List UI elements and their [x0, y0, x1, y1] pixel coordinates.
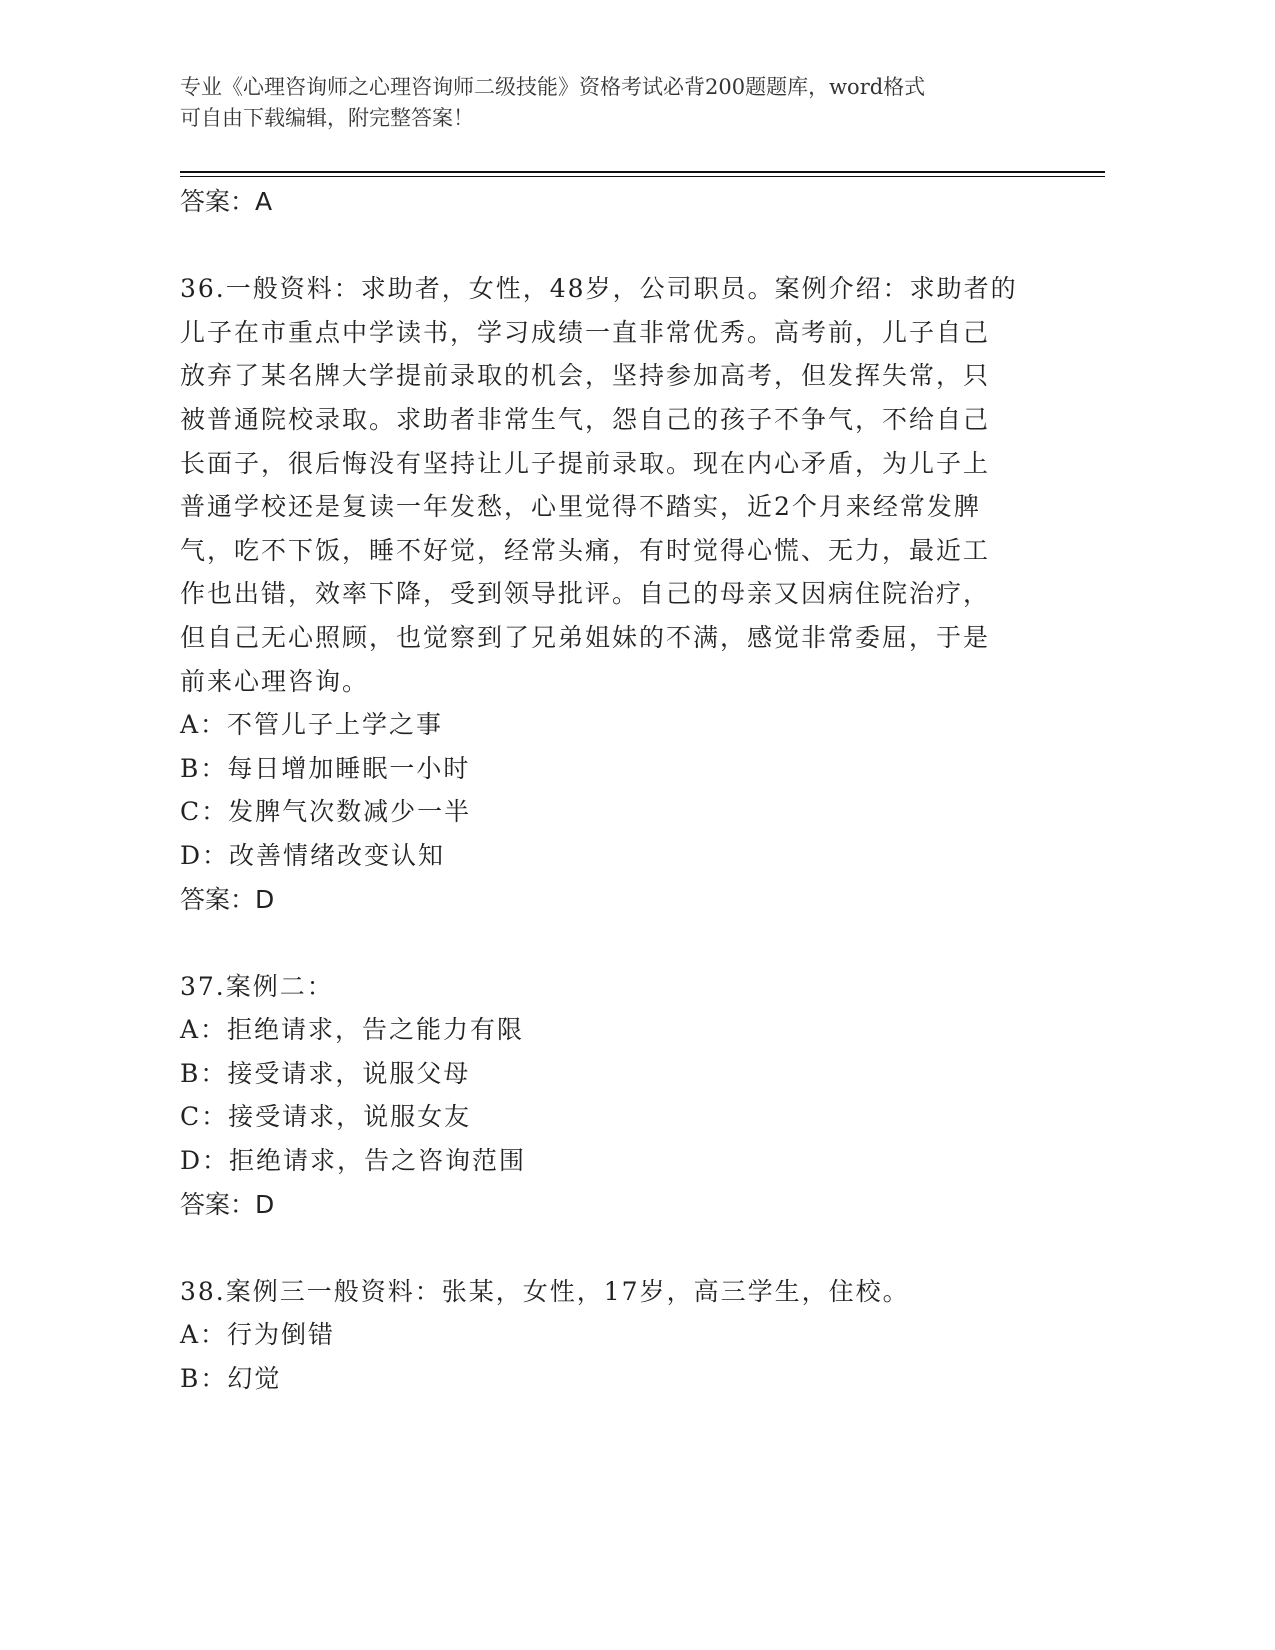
- question-text-line: 普通学校还是复读一年发愁，心里觉得不踏实，近2个月来经常发脾: [180, 492, 981, 522]
- question-text-line: 前来心理咨询。: [180, 666, 370, 696]
- question-text-line: 气，吃不下饭，睡不好觉，经常头痛，有时觉得心慌、无力，最近工: [180, 535, 991, 565]
- spacer: [180, 1226, 1060, 1270]
- question-text-line: 但自己无心照顾，也觉察到了兄弟姐妹的不满，感觉非常委屈，于是: [180, 622, 991, 652]
- answer-line: 答案：D: [180, 1189, 275, 1219]
- header-line-1: 专业《心理咨询师之心理咨询师二级技能》资格考试必背200题题库，word格式: [180, 75, 926, 99]
- option-line: A：拒绝请求，告之能力有限: [180, 1015, 525, 1045]
- spacer: [180, 224, 1060, 268]
- document-body: [180, 180, 1060, 1401]
- question-text-line: 被普通院校录取。求助者非常生气，怨自己的孩子不争气，不给自己: [180, 404, 991, 434]
- question-text-line: 儿子在市重点中学读书，学习成绩一直非常优秀。高考前，儿子自己: [180, 317, 991, 347]
- option-line: B：接受请求，说服父母: [180, 1058, 471, 1088]
- option-line: B：幻觉: [180, 1364, 282, 1394]
- option-line: C：发脾气次数减少一半: [180, 797, 472, 827]
- question-text-line: 38.案例三一般资料：张某，女性，17岁，高三学生，住校。: [180, 1276, 910, 1306]
- option-line: C：接受请求，说服女友: [180, 1102, 472, 1132]
- option-line: A：不管儿子上学之事: [180, 710, 444, 740]
- header-divider-thin: [180, 176, 1105, 177]
- document-header: [180, 72, 1080, 134]
- header-divider: [180, 171, 1105, 173]
- spacer: [180, 921, 1060, 965]
- option-line: D：改善情绪改变认知: [180, 840, 446, 870]
- question-text-line: 长面子，很后悔没有坚持让儿子提前录取。现在内心矛盾，为儿子上: [180, 448, 991, 478]
- question-text-line: 36.一般资料：求助者，女性，48岁，公司职员。案例介绍：求助者的: [180, 274, 1018, 304]
- question-text-line: 37.案例二：: [180, 971, 334, 1001]
- answer-line: 答案：A: [180, 187, 273, 216]
- question-text-line: 作也出错，效率下降，受到领导批评。自己的母亲又因病住院治疗，: [180, 579, 991, 609]
- header-line-2: 可自由下载编辑，附完整答案！: [180, 106, 474, 130]
- question-text-line: 放弃了某名牌大学提前录取的机会，坚持参加高考，但发挥失常，只: [180, 361, 991, 391]
- answer-line: 答案：D: [180, 884, 275, 914]
- option-line: A：行为倒错: [180, 1320, 336, 1350]
- option-line: D：拒绝请求，告之咨询范围: [180, 1146, 527, 1176]
- option-line: B：每日增加睡眠一小时: [180, 753, 471, 783]
